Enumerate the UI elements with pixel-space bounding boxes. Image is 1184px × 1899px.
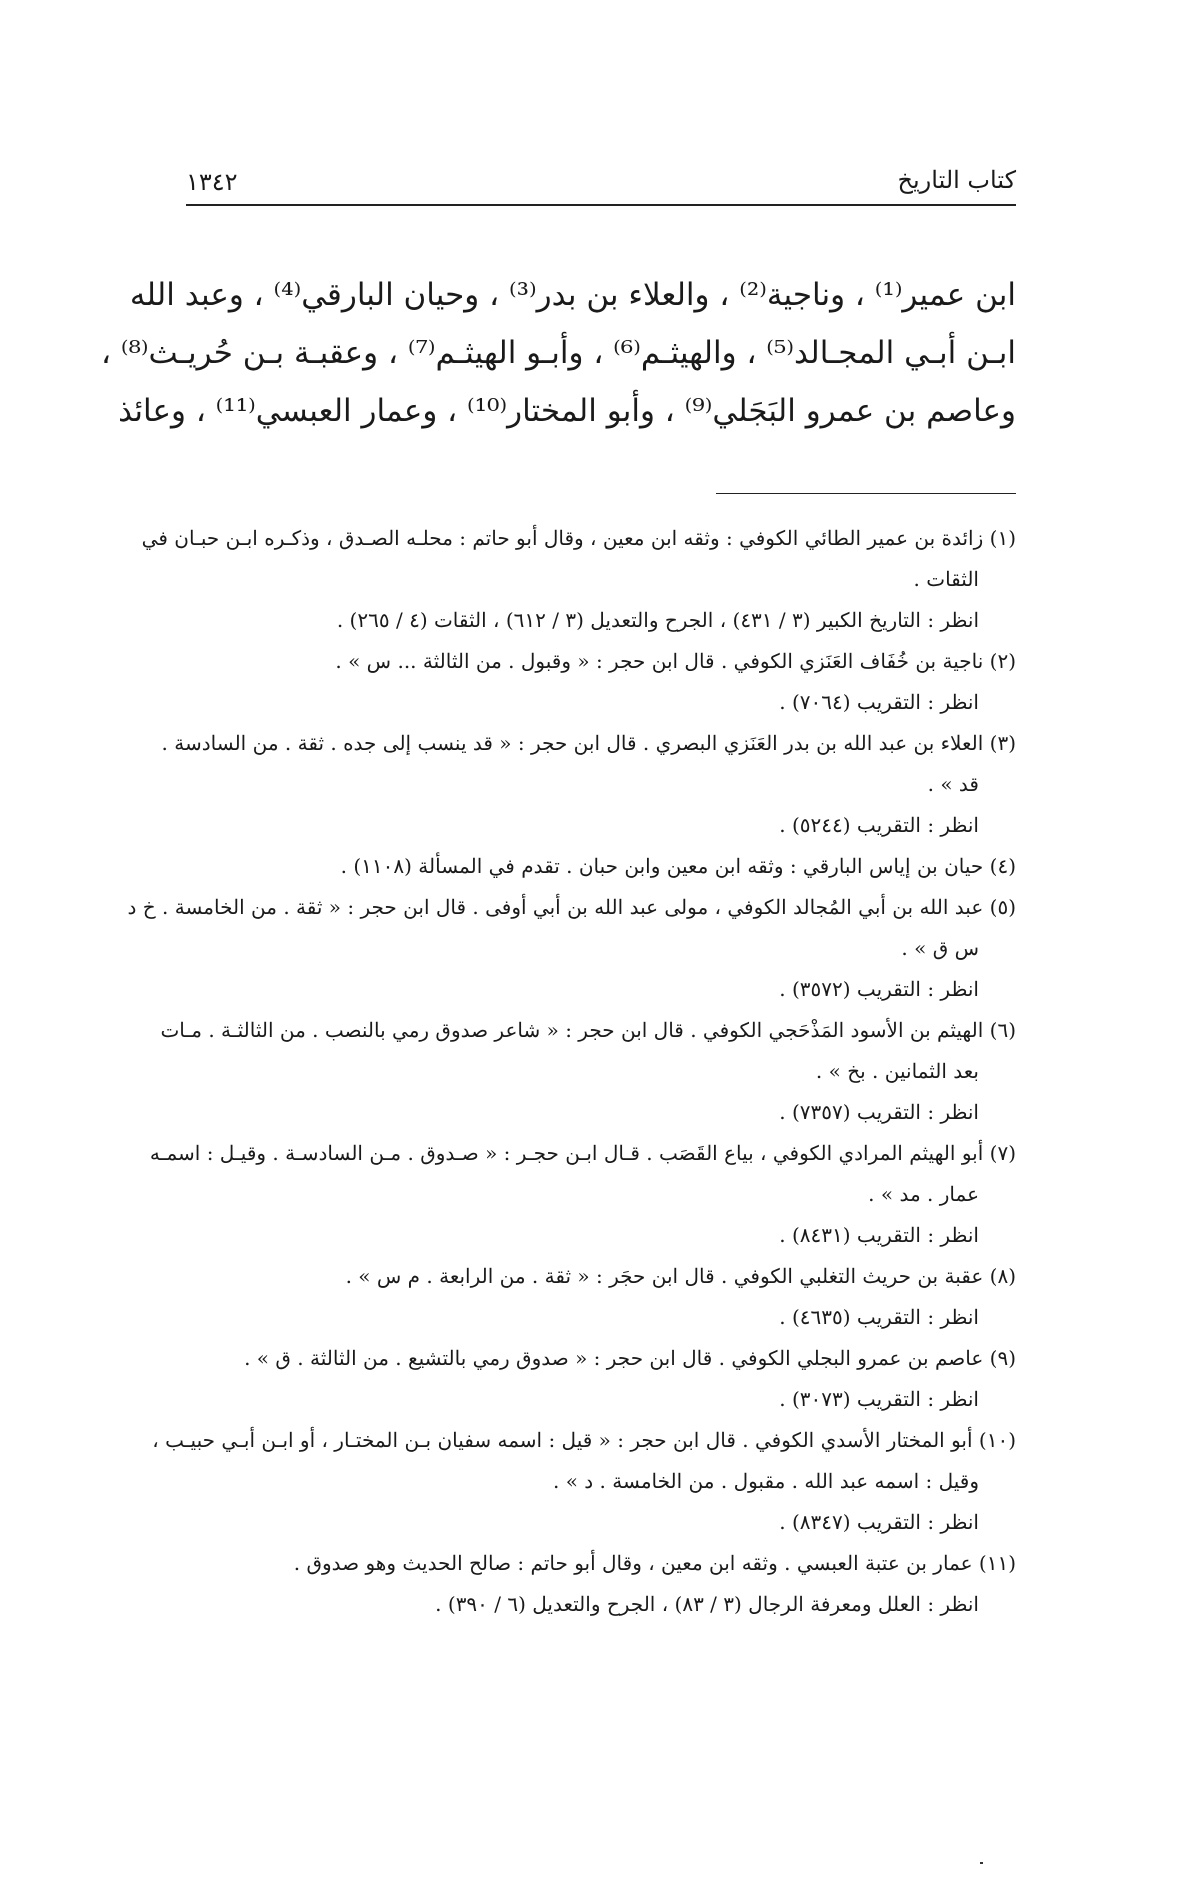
footnote-reference: انظر : التقريب (٨٤٣١) . xyxy=(779,1223,979,1247)
footnote xyxy=(152,1420,1016,1543)
main-text-line: وعاصم بن عمرو البَجَلي⁽⁹⁾ ، وأبو المختار⁽¹⁰⁾ ، وعمار العبسي⁽¹¹⁾ ، وعائذ xyxy=(118,393,1016,429)
footnote-reference: انظر : التقريب (٣٥٧٢) . xyxy=(779,977,979,1001)
footnote-reference: انظر : العلل ومعرفة الرجال (٣ / ٨٣) ، الجرح والتعديل (٦ / ٣٩٠) . xyxy=(435,1592,979,1616)
footnote xyxy=(141,518,1016,641)
page-number: ١٣٤٢ xyxy=(186,168,238,196)
footnote-text: (٧) أبو الهيثم المرادي الكوفي ، بياع القَصَب . قـال ابـن حجـر : « صـدوق . مـن السادسـة . وقيـل : اسمـه xyxy=(149,1141,1016,1165)
footnote-continuation: عمار . مد » . xyxy=(868,1182,979,1206)
footnote-text: (٢) ناجية بن خُفَاف العَنَزي الكوفي . قال ابن حجر : « وقبول . من الثالثة ... س » . xyxy=(335,649,1016,673)
footnote-continuation: الثقات . xyxy=(913,567,979,591)
main-text xyxy=(100,266,1016,440)
footnote-continuation: وقيل : اسمه عبد الله . مقبول . من الخامسة . د » . xyxy=(552,1469,979,1493)
footnote xyxy=(186,1543,1016,1625)
footnote-text: (٨) عقبة بن حريث التغلبي الكوفي . قال ابن حجَر : « ثقة . من الرابعة . م س » . xyxy=(345,1264,1016,1288)
footnotes xyxy=(127,518,1016,1625)
footnote xyxy=(186,641,1016,723)
main-text-line: ابـن أبـي المجـالد⁽⁵⁾ ، والهيثـم⁽⁶⁾ ، وأبـو الهيثـم⁽⁷⁾ ، وعقبـة بـن حُريـث⁽⁸⁾ ، xyxy=(100,335,1016,371)
footnote-text: (١٠) أبو المختار الأسدي الكوفي . قال ابن حجر : « قيل : اسمه سفيان بـن المختـار ، أو ابـن أبـي حبيـب ، xyxy=(152,1428,1016,1452)
footnote-separator xyxy=(716,493,1016,494)
footnote-reference: انظر : التقريب (٧٠٦٤) . xyxy=(779,690,979,714)
footnote xyxy=(161,723,1016,846)
footnote xyxy=(127,887,1016,1010)
footnote-text: (١) زائدة بن عمير الطائي الكوفي : وثقه ابن معين ، وقال أبو حاتم : محلـه الصـدق ، وذكـره ابـن حبـان في xyxy=(141,526,1016,550)
footnote-reference: انظر : التقريب (٨٣٤٧) . xyxy=(779,1510,979,1534)
footnote-text: (٣) العلاء بن عبد الله بن بدر العَنَزي البصري . قال ابن حجر : « قد ينسب إلى جده . ثقة . من السادسة . xyxy=(161,731,1016,755)
footnote-text: (٥) عبد الله بن أبي المُجالد الكوفي ، مولى عبد الله بن أبي أوفى . قال ابن حجر : « ثقة . من الخامسة . خ د xyxy=(127,895,1016,919)
footnote-text: (٦) الهيثم بن الأسود المَذْحَجي الكوفي . قال ابن حجر : « شاعر صدوق رمي بالنصب . من الثالثـة . مـات xyxy=(160,1018,1016,1042)
footnote-reference: انظر : التقريب (٣٠٧٣) . xyxy=(779,1387,979,1411)
footnote-reference: انظر : التقريب (٤٦٣٥) . xyxy=(779,1305,979,1329)
book-title: كتاب التاريخ xyxy=(897,166,1016,194)
footnote-continuation: س ق » . xyxy=(901,936,979,960)
footnote xyxy=(186,1338,1016,1420)
footnote-reference: انظر : التاريخ الكبير (٣ / ٤٣١) ، الجرح والتعديل (٣ / ٦١٢) ، الثقات (٤ / ٢٦٥) . xyxy=(336,608,979,632)
footnote xyxy=(186,1256,1016,1338)
footnote-continuation: بعد الثمانين . بخ » . xyxy=(815,1059,979,1083)
footnote-reference: انظر : التقريب (٥٢٤٤) . xyxy=(779,813,979,837)
footnote-text: (٤) حيان بن إياس البارقي : وثقه ابن معين وابن حبان . تقدم في المسألة (١١٠٨) . xyxy=(340,854,1016,878)
main-text-line: ابن عمير⁽¹⁾ ، وناجية⁽²⁾ ، والعلاء بن بدر⁽³⁾ ، وحيان البارقي⁽⁴⁾ ، وعبد الله xyxy=(129,277,1016,313)
footnote xyxy=(149,1133,1016,1256)
footnote-text: (٩) عاصم بن عمرو البجلي الكوفي . قال ابن حجر : « صدوق رمي بالتشيع . من الثالثة . ق » . xyxy=(244,1346,1016,1370)
header-rule xyxy=(186,204,1016,206)
footnote-continuation: قد » . xyxy=(927,772,979,796)
footnote xyxy=(186,846,1016,887)
page-speck xyxy=(980,1862,983,1864)
footnote-text: (١١) عمار بن عتبة العبسي . وثقه ابن معين ، وقال أبو حاتم : صالح الحديث وهو صدوق . xyxy=(293,1551,1016,1575)
footnote xyxy=(160,1010,1016,1133)
running-header xyxy=(186,166,1016,204)
footnote-reference: انظر : التقريب (٧٣٥٧) . xyxy=(779,1100,979,1124)
